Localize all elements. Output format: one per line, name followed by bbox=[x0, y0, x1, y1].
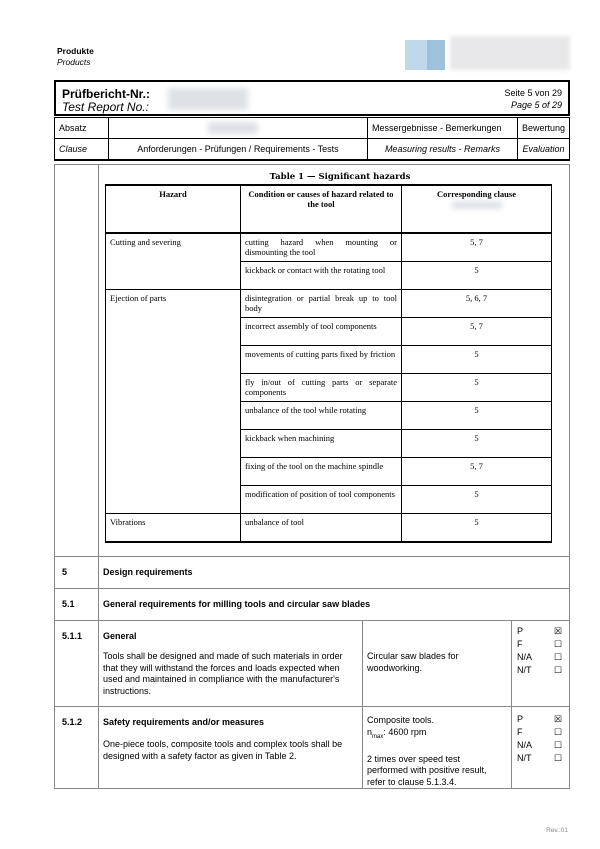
column-divider bbox=[362, 620, 363, 789]
checkbox[interactable]: ☐ bbox=[553, 727, 563, 737]
clause-cell: 5, 7 bbox=[402, 458, 552, 486]
col-clause: Clause bbox=[55, 139, 109, 161]
measuring-result: Circular saw blades for woodworking. bbox=[367, 651, 459, 673]
checkbox[interactable]: ☒ bbox=[553, 714, 563, 724]
result-composite: Composite tools. bbox=[367, 715, 435, 725]
clause-cell: 5 bbox=[402, 402, 552, 430]
checkbox[interactable]: ☐ bbox=[553, 639, 563, 649]
report-header bbox=[54, 80, 570, 116]
evaluation-option bbox=[517, 713, 563, 726]
section-title: Safety requirements and/or measures bbox=[103, 717, 265, 727]
col-requirements-de bbox=[108, 118, 367, 139]
revision-label: Rev.:01 bbox=[546, 827, 568, 834]
cause-cell: kickback when machining bbox=[241, 430, 402, 458]
evaluation-label: F bbox=[517, 639, 523, 649]
section-5-1-2-row bbox=[54, 706, 570, 789]
clause-cell: 5, 6, 7 bbox=[402, 290, 552, 318]
col-results-en: Measuring results - Remarks bbox=[367, 139, 517, 161]
cause-cell: unbalance of the tool while rotating bbox=[241, 402, 402, 430]
clause-cell: 5, 7 bbox=[402, 233, 552, 262]
evaluation-option bbox=[517, 651, 563, 664]
clause-cell: 5 bbox=[402, 374, 552, 402]
page-indicator-en: Page 5 of 29 bbox=[510, 100, 562, 110]
cause-cell: fly in/out of cutting parts or separate components bbox=[241, 374, 402, 402]
evaluation-label: N/A bbox=[517, 652, 533, 662]
cause-cell: incorrect assembly of tool components bbox=[241, 318, 402, 346]
hazard-header: Hazard bbox=[106, 185, 241, 233]
evaluation-checkboxes bbox=[517, 713, 563, 765]
cause-cell: disintegration or partial break up to tool body bbox=[241, 290, 402, 318]
result-nmax: $n_{max}$: 4600 rpm bbox=[367, 726, 427, 740]
cause-cell: cutting hazard when mounting or dismounting the tool bbox=[241, 233, 402, 262]
redacted-report-number bbox=[168, 88, 248, 110]
clause-cell: 5 bbox=[402, 486, 552, 514]
products-label-en: Products bbox=[57, 57, 91, 67]
clause-header: Corresponding clause bbox=[402, 185, 552, 233]
measuring-result bbox=[367, 715, 502, 788]
company-logo bbox=[405, 36, 575, 76]
evaluation-option bbox=[517, 625, 563, 638]
cause-cell: modification of position of tool components bbox=[241, 486, 402, 514]
checkbox[interactable]: ☐ bbox=[553, 665, 563, 675]
report-number-label: Prüfbericht-Nr.: bbox=[62, 87, 151, 101]
section-title: Design requirements bbox=[103, 567, 193, 577]
hazard-row bbox=[106, 290, 552, 318]
report-number-label-en: Test Report No.: bbox=[62, 100, 149, 114]
evaluation-label: P bbox=[517, 626, 524, 636]
result-overspeed: 2 times over speed test performed with positive result, refer to clause 5.1.3.4. bbox=[367, 753, 487, 787]
col-bewertung: Bewertung bbox=[517, 118, 569, 139]
evaluation-label: N/A bbox=[517, 740, 533, 750]
clause-cell: 5 bbox=[402, 514, 552, 543]
checkbox[interactable]: ☐ bbox=[553, 753, 563, 763]
evaluation-option bbox=[517, 664, 563, 677]
cause-header: Condition or causes of hazard related to the tool bbox=[241, 185, 402, 233]
hazard-cell: Cutting and severing bbox=[106, 233, 241, 290]
evaluation-label: F bbox=[517, 727, 523, 737]
clause-cell: 5, 7 bbox=[402, 318, 552, 346]
section-title: General requirements for milling tools and circular saw blades bbox=[103, 599, 371, 609]
hazard-row bbox=[106, 233, 552, 262]
cause-cell: unbalance of tool bbox=[241, 514, 402, 543]
hazard-cell: Vibrations bbox=[106, 514, 241, 543]
section-5-row bbox=[54, 556, 570, 588]
page-indicator: Seite 5 von 29 bbox=[504, 88, 562, 98]
column-divider bbox=[98, 164, 99, 556]
section-number: 5.1.1 bbox=[62, 631, 83, 641]
requirement-text: One-piece tools, composite tools and complex tools shall be designed with a safety factor as given in Table 2. bbox=[103, 739, 343, 761]
evaluation-option bbox=[517, 752, 563, 765]
cause-cell: kickback or contact with the rotating tool bbox=[241, 262, 402, 290]
col-results-de: Messergebnisse - Bemerkungen bbox=[367, 118, 517, 139]
checkbox[interactable]: ☐ bbox=[553, 652, 563, 662]
column-divider bbox=[98, 620, 99, 789]
evaluation-label: P bbox=[517, 714, 524, 724]
cause-cell: fixing of the tool on the machine spindle bbox=[241, 458, 402, 486]
section-5-1-1-row bbox=[54, 620, 570, 706]
section-number: 5.1.2 bbox=[62, 717, 83, 727]
evaluation-option bbox=[517, 739, 563, 752]
section-title: General bbox=[103, 631, 137, 641]
col-absatz: Absatz bbox=[55, 118, 109, 139]
clause-cell: 5 bbox=[402, 262, 552, 290]
section-5-1-row bbox=[54, 588, 570, 620]
hazard-cell: Ejection of parts bbox=[106, 290, 241, 514]
clause-cell: 5 bbox=[402, 346, 552, 374]
evaluation-checkboxes bbox=[517, 625, 563, 677]
hazard-row bbox=[106, 514, 552, 543]
products-label: Produkte bbox=[57, 46, 94, 56]
clause-cell: 5 bbox=[402, 430, 552, 458]
significant-hazards-table bbox=[105, 184, 552, 543]
col-evaluation: Evaluation bbox=[517, 139, 569, 161]
evaluation-option bbox=[517, 638, 563, 651]
checkbox[interactable]: ☐ bbox=[553, 740, 563, 750]
cause-cell: movements of cutting parts fixed by friction bbox=[241, 346, 402, 374]
checkbox[interactable]: ☒ bbox=[553, 626, 563, 636]
evaluation-option bbox=[517, 726, 563, 739]
requirement-text: Tools shall be designed and made of such materials in order that they will withstand the forces and loads expected when used and maintained in compliance with the manufacturer's instructions. bbox=[103, 651, 343, 696]
column-divider bbox=[511, 620, 512, 789]
section-number: 5.1 bbox=[62, 599, 75, 609]
hazard-table-title: Table 1 — Significant hazards bbox=[269, 172, 411, 182]
section-number: 5 bbox=[62, 567, 68, 577]
evaluation-label: N/T bbox=[517, 753, 532, 763]
evaluation-label: N/T bbox=[517, 665, 532, 675]
column-header-table bbox=[54, 117, 570, 161]
col-requirements: Anforderungen - Prüfungen / Requirements - Tests bbox=[108, 139, 367, 161]
